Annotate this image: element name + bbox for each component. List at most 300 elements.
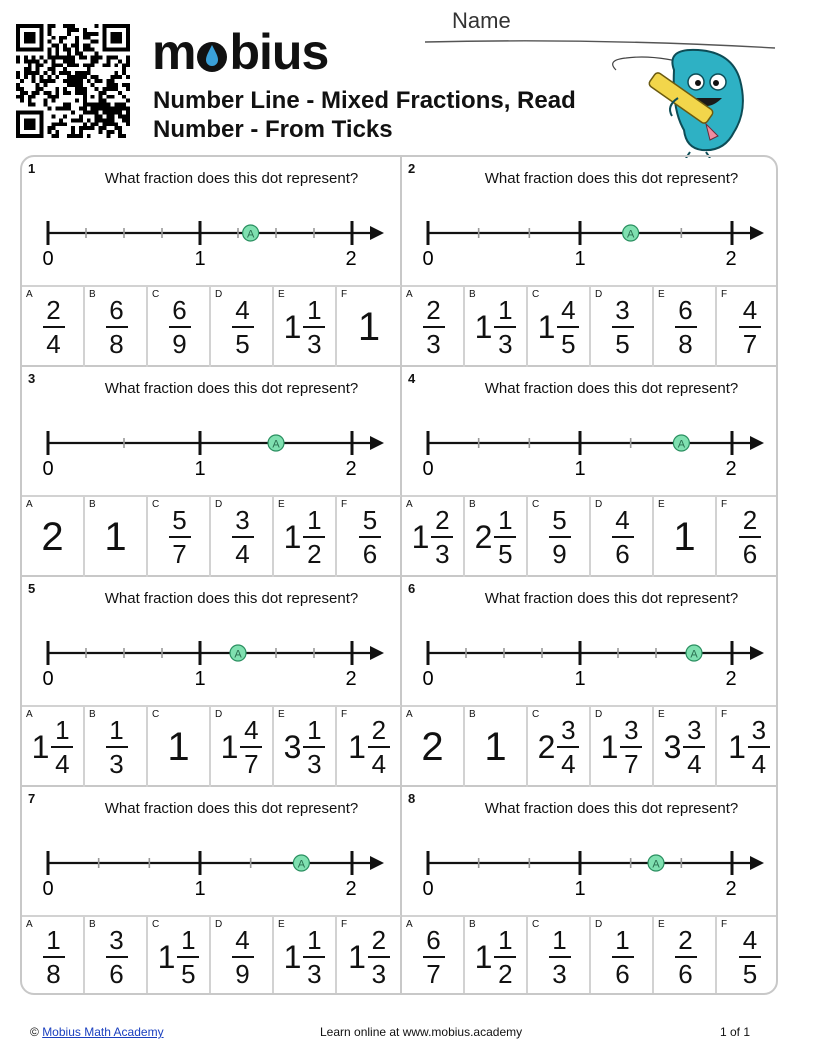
option-value bbox=[465, 497, 526, 577]
option-letter: C bbox=[532, 709, 540, 720]
denominator: 5 bbox=[498, 539, 513, 569]
numerator: 4 bbox=[561, 295, 576, 325]
question-text: What fraction does this dot represent? bbox=[104, 800, 359, 817]
numerator: 3 bbox=[235, 505, 250, 535]
option-letter: E bbox=[658, 499, 665, 510]
copyright-symbol: © bbox=[30, 1025, 39, 1039]
numerator: 1 bbox=[55, 715, 70, 745]
answer-option-e[interactable] bbox=[274, 497, 337, 577]
answer-option-e[interactable] bbox=[274, 917, 337, 995]
answer-option-b[interactable] bbox=[85, 287, 148, 367]
whole-number: 1 bbox=[474, 309, 493, 345]
answer-option-a[interactable] bbox=[22, 917, 85, 995]
fraction bbox=[739, 295, 761, 359]
fraction bbox=[106, 715, 128, 779]
option-letter: F bbox=[721, 499, 728, 510]
fraction-bar bbox=[431, 536, 453, 538]
answer-option-a[interactable] bbox=[22, 287, 85, 367]
number-line bbox=[402, 627, 778, 697]
option-value bbox=[402, 917, 463, 995]
fraction bbox=[232, 295, 254, 359]
number-line bbox=[402, 837, 778, 907]
answer-option-c[interactable] bbox=[528, 917, 591, 995]
footer-copyright bbox=[30, 1025, 164, 1039]
fraction-bar bbox=[675, 956, 697, 958]
denominator: 5 bbox=[561, 329, 576, 359]
numerator: 4 bbox=[615, 505, 630, 535]
numerator: 3 bbox=[751, 715, 767, 745]
numerator: 6 bbox=[172, 295, 187, 325]
denominator: 8 bbox=[46, 959, 61, 989]
answer-option-d[interactable] bbox=[211, 497, 274, 577]
fraction bbox=[240, 715, 262, 779]
question-text: What fraction does this dot represent? bbox=[104, 590, 359, 607]
answer-option-e[interactable] bbox=[654, 707, 717, 787]
answer-option-b[interactable] bbox=[465, 707, 528, 787]
fraction bbox=[431, 505, 453, 569]
option-value bbox=[22, 707, 83, 787]
answer-options bbox=[402, 705, 778, 787]
fraction bbox=[169, 505, 191, 569]
option-value bbox=[528, 917, 589, 995]
answer-option-d[interactable] bbox=[211, 917, 274, 995]
answer-option-c[interactable] bbox=[528, 497, 591, 577]
whole-number: 1 bbox=[600, 729, 619, 765]
arrow-right-icon bbox=[750, 226, 764, 240]
fraction bbox=[557, 715, 579, 779]
number-line bbox=[22, 837, 401, 907]
option-letter: C bbox=[152, 289, 160, 300]
fraction-bar bbox=[423, 956, 445, 958]
arrow-right-icon bbox=[370, 436, 384, 450]
answer-option-a[interactable] bbox=[402, 287, 465, 367]
denominator: 5 bbox=[742, 959, 758, 989]
whole-number: 2 bbox=[421, 725, 444, 769]
option-value bbox=[274, 917, 335, 995]
denominator: 6 bbox=[678, 959, 693, 989]
option-value bbox=[654, 917, 715, 995]
denominator: 6 bbox=[742, 539, 758, 569]
denominator: 4 bbox=[46, 329, 61, 359]
answer-option-e[interactable] bbox=[274, 707, 337, 787]
whole-number: 3 bbox=[283, 729, 302, 765]
option-letter: B bbox=[469, 289, 476, 300]
answer-option-c[interactable] bbox=[148, 707, 211, 787]
answer-option-d[interactable] bbox=[211, 287, 274, 367]
option-letter: D bbox=[595, 919, 603, 930]
option-letter: E bbox=[658, 289, 665, 300]
denominator: 7 bbox=[624, 749, 639, 779]
denominator: 3 bbox=[435, 539, 450, 569]
answer-option-b[interactable] bbox=[85, 917, 148, 995]
option-value bbox=[211, 287, 272, 367]
denominator: 4 bbox=[371, 749, 387, 779]
numerator: 2 bbox=[435, 505, 450, 535]
option-letter: C bbox=[532, 499, 540, 510]
option-value bbox=[654, 707, 715, 787]
fraction bbox=[494, 505, 516, 569]
whole-number: 2 bbox=[537, 729, 556, 765]
numerator: 1 bbox=[307, 295, 322, 325]
dot-label: A bbox=[652, 858, 660, 871]
option-letter: F bbox=[721, 919, 728, 930]
fraction-bar bbox=[43, 326, 65, 328]
fraction-bar bbox=[612, 326, 634, 328]
fraction bbox=[359, 505, 381, 569]
numerator: 1 bbox=[181, 925, 196, 955]
option-letter: E bbox=[658, 919, 665, 930]
problem-number: 7 bbox=[28, 791, 36, 806]
droplet-icon bbox=[195, 37, 229, 73]
tick-label: 2 bbox=[345, 878, 357, 900]
fraction-bar bbox=[169, 536, 191, 538]
fraction-bar bbox=[620, 746, 642, 748]
answer-option-a[interactable] bbox=[22, 497, 85, 577]
option-value bbox=[654, 287, 715, 367]
option-letter: A bbox=[26, 289, 33, 300]
fraction bbox=[303, 925, 325, 989]
fraction bbox=[612, 295, 634, 359]
numerator: 5 bbox=[552, 505, 567, 535]
answer-option-c[interactable] bbox=[148, 497, 211, 577]
arrow-right-icon bbox=[370, 226, 384, 240]
option-value bbox=[85, 497, 146, 577]
option-letter: C bbox=[532, 289, 540, 300]
option-value bbox=[717, 497, 778, 577]
option-value bbox=[402, 497, 463, 577]
numerator: 5 bbox=[172, 505, 187, 535]
option-value bbox=[717, 917, 778, 995]
denominator: 4 bbox=[687, 749, 702, 779]
option-letter: F bbox=[341, 709, 348, 720]
option-letter: E bbox=[278, 919, 285, 930]
whole-number: 1 bbox=[283, 519, 302, 555]
fraction bbox=[739, 925, 761, 989]
page-number: 1 of 1 bbox=[720, 1025, 751, 1039]
numerator: 6 bbox=[426, 925, 441, 955]
number-line bbox=[22, 417, 401, 487]
numerator: 6 bbox=[109, 295, 124, 325]
fraction-bar bbox=[748, 746, 770, 748]
dot-label: A bbox=[677, 438, 686, 451]
tick-label: 1 bbox=[194, 458, 206, 480]
answer-option-b[interactable] bbox=[465, 287, 528, 367]
option-letter: A bbox=[26, 709, 33, 720]
option-letter: C bbox=[152, 919, 160, 930]
answer-option-e[interactable] bbox=[654, 917, 717, 995]
tick-label: 0 bbox=[42, 248, 54, 270]
option-value bbox=[148, 707, 209, 787]
answer-option-d[interactable] bbox=[591, 497, 654, 577]
answer-option-c[interactable] bbox=[528, 287, 591, 367]
fraction bbox=[675, 295, 697, 359]
numerator: 5 bbox=[362, 505, 378, 535]
whole-number: 1 bbox=[220, 729, 239, 765]
answer-options bbox=[22, 915, 401, 995]
fraction bbox=[43, 295, 65, 359]
answer-option-e[interactable] bbox=[654, 287, 717, 367]
option-letter: D bbox=[595, 499, 603, 510]
numerator: 1 bbox=[307, 505, 322, 535]
answer-option-f[interactable] bbox=[337, 917, 401, 995]
answer-options bbox=[22, 495, 401, 577]
answer-option-b[interactable] bbox=[465, 917, 528, 995]
option-letter: E bbox=[278, 289, 285, 300]
tick-label: 0 bbox=[42, 458, 54, 480]
numerator: 1 bbox=[615, 925, 630, 955]
answer-option-d[interactable] bbox=[591, 287, 654, 367]
answer-option-c[interactable] bbox=[148, 917, 211, 995]
option-value bbox=[654, 497, 715, 577]
option-value bbox=[337, 917, 401, 995]
whole-number: 1 bbox=[31, 729, 50, 765]
numerator: 4 bbox=[235, 925, 250, 955]
fraction bbox=[303, 295, 325, 359]
tick-label: 1 bbox=[574, 878, 586, 900]
option-value bbox=[591, 707, 652, 787]
tick-label: 0 bbox=[422, 668, 434, 690]
numerator: 6 bbox=[678, 295, 693, 325]
whole-number: 1 bbox=[474, 939, 493, 975]
option-letter: F bbox=[341, 289, 348, 300]
numerator: 4 bbox=[742, 295, 758, 325]
number-line bbox=[402, 207, 778, 277]
problem-5 bbox=[22, 577, 401, 787]
answer-option-f[interactable] bbox=[337, 287, 401, 367]
question-text: What fraction does this dot represent? bbox=[484, 590, 739, 607]
answer-option-f[interactable] bbox=[717, 497, 778, 577]
answer-option-a[interactable] bbox=[402, 917, 465, 995]
denominator: 5 bbox=[181, 959, 196, 989]
numerator: 3 bbox=[109, 925, 124, 955]
denominator: 2 bbox=[307, 539, 322, 569]
answer-option-c[interactable] bbox=[528, 707, 591, 787]
answer-option-e[interactable] bbox=[274, 287, 337, 367]
fraction-bar bbox=[232, 536, 254, 538]
fraction bbox=[106, 925, 128, 989]
fraction-bar bbox=[739, 326, 761, 328]
question-text: What fraction does this dot represent? bbox=[104, 170, 359, 187]
denominator: 9 bbox=[552, 539, 567, 569]
answer-option-d[interactable] bbox=[591, 707, 654, 787]
denominator: 3 bbox=[371, 959, 387, 989]
answer-option-e[interactable] bbox=[654, 497, 717, 577]
answer-option-b[interactable] bbox=[465, 497, 528, 577]
option-letter: A bbox=[26, 919, 33, 930]
fraction bbox=[43, 925, 65, 989]
answer-option-f[interactable] bbox=[337, 497, 401, 577]
option-letter: A bbox=[406, 709, 413, 720]
answer-option-f[interactable] bbox=[717, 917, 778, 995]
option-value bbox=[337, 707, 401, 787]
answer-options bbox=[22, 285, 401, 367]
arrow-right-icon bbox=[750, 646, 764, 660]
arrow-right-icon bbox=[750, 436, 764, 450]
numerator: 1 bbox=[498, 925, 513, 955]
option-letter: D bbox=[595, 709, 603, 720]
fraction-bar bbox=[359, 536, 381, 538]
problem-7 bbox=[22, 787, 401, 995]
problem-number: 4 bbox=[408, 371, 416, 386]
fraction-bar bbox=[494, 326, 516, 328]
denominator: 8 bbox=[678, 329, 693, 359]
denominator: 4 bbox=[235, 539, 250, 569]
dot-label: A bbox=[297, 858, 306, 871]
option-letter: F bbox=[721, 289, 728, 300]
fraction bbox=[557, 295, 579, 359]
arrow-right-icon bbox=[750, 856, 764, 870]
academy-link[interactable]: Mobius Math Academy bbox=[42, 1025, 164, 1039]
whole-number: 2 bbox=[474, 519, 493, 555]
numerator: 1 bbox=[498, 505, 513, 535]
numerator: 2 bbox=[46, 295, 61, 325]
option-letter: C bbox=[152, 499, 160, 510]
answer-option-f[interactable] bbox=[337, 707, 401, 787]
number-line bbox=[22, 627, 401, 697]
whole-number: 1 bbox=[104, 515, 127, 559]
fraction-bar bbox=[240, 746, 262, 748]
fraction-bar bbox=[177, 956, 199, 958]
option-letter: D bbox=[215, 499, 223, 510]
fraction-bar bbox=[368, 746, 390, 748]
answer-option-f[interactable] bbox=[717, 707, 778, 787]
whole-number: 1 bbox=[348, 939, 366, 975]
answer-option-d[interactable] bbox=[211, 707, 274, 787]
dot-label: A bbox=[234, 648, 242, 661]
option-letter: F bbox=[341, 499, 348, 510]
denominator: 6 bbox=[109, 959, 124, 989]
fraction-bar bbox=[549, 956, 571, 958]
problem-number: 3 bbox=[28, 371, 36, 386]
fraction bbox=[106, 295, 128, 359]
denominator: 2 bbox=[498, 959, 513, 989]
answer-option-d[interactable] bbox=[591, 917, 654, 995]
fraction bbox=[368, 715, 390, 779]
tick-label: 0 bbox=[422, 248, 434, 270]
option-value bbox=[337, 497, 401, 577]
denominator: 3 bbox=[307, 959, 322, 989]
option-value bbox=[337, 287, 401, 367]
fraction bbox=[494, 925, 516, 989]
fraction-bar bbox=[612, 956, 634, 958]
option-letter: D bbox=[215, 919, 223, 930]
option-value bbox=[211, 707, 272, 787]
arrow-right-icon bbox=[370, 646, 384, 660]
answer-option-b[interactable] bbox=[85, 707, 148, 787]
numerator: 1 bbox=[552, 925, 567, 955]
option-value bbox=[402, 707, 463, 787]
fraction bbox=[423, 925, 445, 989]
answer-option-a[interactable] bbox=[402, 707, 465, 787]
fraction-bar bbox=[51, 746, 73, 748]
tick-label: 2 bbox=[345, 458, 357, 480]
tick-label: 1 bbox=[194, 248, 206, 270]
numerator: 2 bbox=[742, 505, 758, 535]
denominator: 9 bbox=[235, 959, 250, 989]
answer-option-f[interactable] bbox=[717, 287, 778, 367]
tick-label: 0 bbox=[42, 668, 54, 690]
option-letter: C bbox=[152, 709, 160, 720]
denominator: 9 bbox=[172, 329, 187, 359]
numerator: 4 bbox=[244, 715, 259, 745]
mascot-illustration bbox=[606, 40, 756, 158]
numerator: 3 bbox=[615, 295, 630, 325]
option-value bbox=[717, 707, 778, 787]
option-letter: C bbox=[532, 919, 540, 930]
fraction-bar bbox=[43, 956, 65, 958]
option-value bbox=[465, 707, 526, 787]
fraction-bar bbox=[106, 326, 128, 328]
fraction-bar bbox=[494, 536, 516, 538]
problem-1 bbox=[22, 157, 401, 367]
denominator: 6 bbox=[615, 959, 630, 989]
option-value bbox=[85, 707, 146, 787]
tick-label: 0 bbox=[422, 878, 434, 900]
option-value bbox=[85, 287, 146, 367]
fraction bbox=[368, 925, 390, 989]
answer-option-c[interactable] bbox=[148, 287, 211, 367]
answer-option-a[interactable] bbox=[22, 707, 85, 787]
fraction bbox=[739, 505, 761, 569]
option-letter: D bbox=[215, 289, 223, 300]
answer-options bbox=[402, 915, 778, 995]
option-value bbox=[717, 287, 778, 367]
number-line bbox=[402, 417, 778, 487]
denominator: 5 bbox=[235, 329, 250, 359]
denominator: 6 bbox=[615, 539, 630, 569]
whole-number: 1 bbox=[484, 725, 507, 769]
option-letter: F bbox=[721, 709, 728, 720]
option-letter: A bbox=[406, 919, 413, 930]
whole-number: 1 bbox=[537, 309, 556, 345]
denominator: 4 bbox=[561, 749, 576, 779]
dot-label: A bbox=[626, 228, 635, 241]
denominator: 7 bbox=[742, 329, 758, 359]
option-letter: B bbox=[89, 499, 96, 510]
problem-number: 6 bbox=[408, 581, 416, 596]
denominator: 5 bbox=[615, 329, 630, 359]
denominator: 3 bbox=[552, 959, 567, 989]
whole-number: 1 bbox=[283, 309, 302, 345]
option-value bbox=[591, 497, 652, 577]
option-value bbox=[591, 917, 652, 995]
option-letter: D bbox=[215, 709, 223, 720]
fraction bbox=[51, 715, 73, 779]
denominator: 3 bbox=[426, 329, 441, 359]
option-letter: B bbox=[469, 709, 476, 720]
whole-number: 1 bbox=[357, 305, 381, 349]
fraction-bar bbox=[368, 956, 390, 958]
option-value bbox=[22, 917, 83, 995]
answer-options bbox=[22, 705, 401, 787]
fraction bbox=[232, 925, 254, 989]
fraction bbox=[748, 715, 770, 779]
problem-grid bbox=[20, 155, 778, 995]
numerator: 4 bbox=[235, 295, 250, 325]
problem-number: 8 bbox=[408, 791, 416, 806]
fraction-bar bbox=[549, 536, 571, 538]
option-value bbox=[148, 287, 209, 367]
option-value bbox=[22, 287, 83, 367]
fraction-bar bbox=[675, 326, 697, 328]
tick-label: 2 bbox=[725, 878, 737, 900]
tick-label: 1 bbox=[574, 458, 586, 480]
tick-label: 0 bbox=[422, 458, 434, 480]
tick-label: 1 bbox=[194, 668, 206, 690]
answer-option-b[interactable] bbox=[85, 497, 148, 577]
denominator: 3 bbox=[307, 329, 322, 359]
answer-option-a[interactable] bbox=[402, 497, 465, 577]
